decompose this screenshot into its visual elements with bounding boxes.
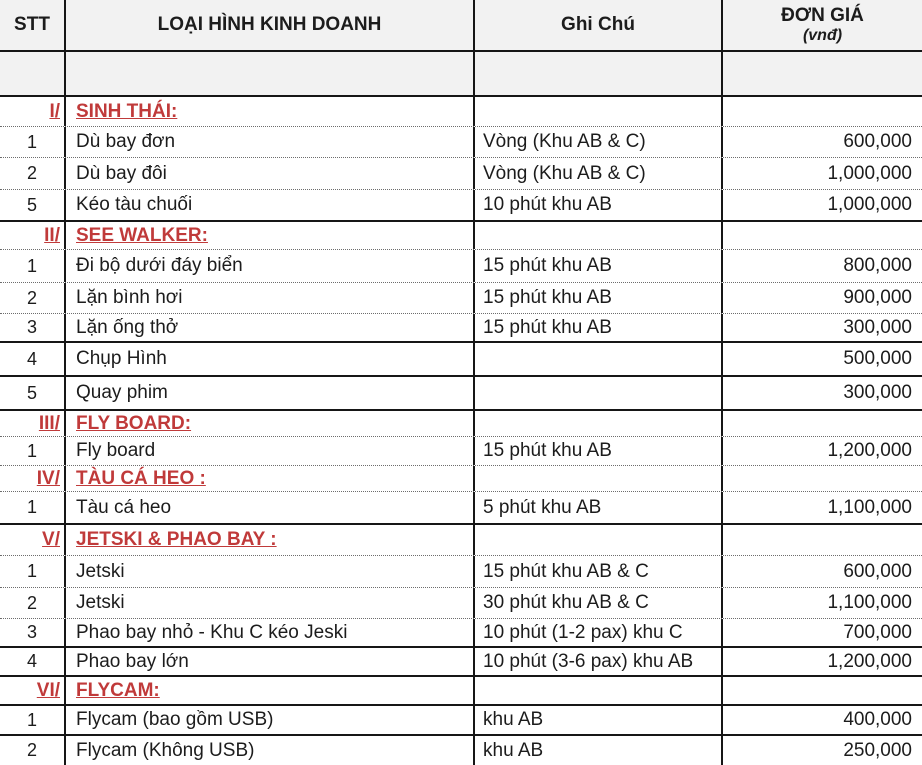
price-cell-text: 1,100,000 [827,592,912,613]
stt-cell-text: 5 [26,194,37,215]
note-cell-text: khu AB [483,709,544,730]
price-cell-text: 500,000 [843,348,912,369]
stt-cell [0,492,66,523]
name-cell-text: Lặn ống thở [76,316,179,338]
note-cell [475,525,723,555]
price-cell-text: 400,000 [843,709,912,730]
price-cell-text: 600,000 [843,560,912,582]
table-row [0,377,922,411]
section-title-text: JETSKI & PHAO BAY : [76,529,277,550]
price-cell-text: 1,000,000 [827,162,912,184]
note-cell [475,52,723,95]
price-cell-text: 1,200,000 [827,440,912,461]
table-row [0,127,922,158]
price-cell [723,158,922,189]
price-cell [723,314,922,341]
note-cell [475,127,723,157]
table-row [0,556,922,588]
section-title [66,411,475,436]
stt-cell [0,588,66,618]
section-number [0,222,66,249]
note-cell [475,222,723,249]
note-cell [475,706,723,734]
note-cell-text: 15 phút khu AB [483,255,612,276]
section-title-text: TÀU CÁ HEO : [76,467,206,489]
note-cell [475,619,723,646]
note-cell [475,648,723,675]
stt-cell [0,437,66,465]
note-cell [475,283,723,313]
price-cell [723,492,922,523]
col-header-note: Ghi Chú [475,0,723,50]
price-cell [723,466,922,491]
name-cell [66,377,475,409]
name-cell-text: Lặn bình hơi [76,287,183,308]
section-number [0,677,66,704]
stt-cell [0,283,66,313]
stt-cell-text: 1 [26,561,37,581]
stt-cell-text: 2 [26,592,37,613]
price-cell [723,648,922,675]
section-title [66,677,475,704]
section-number [0,411,66,436]
note-cell-text: Vòng (Khu AB & C) [483,162,646,184]
stt-cell-text: 2 [26,740,37,760]
section-title [66,525,475,555]
price-cell [723,437,922,465]
name-cell-text: Jetski [76,560,125,582]
stt-cell-text: 5 [26,382,37,403]
name-cell [66,250,475,282]
name-cell-text: Tàu cá heo [76,496,172,518]
price-cell-text: 600,000 [843,131,912,152]
section-title [66,466,475,491]
section-title-text: SEE WALKER: [76,224,208,246]
price-cell-text: 1,100,000 [827,496,912,518]
name-cell-text: Flycam (Không USB) [76,739,255,761]
empty-row [0,52,922,97]
name-cell-text: Dù bay đơn [76,131,176,152]
stt-cell-text: 3 [26,622,37,642]
name-cell-text: Jetski [76,592,125,613]
note-cell-text: 15 phút khu AB [483,316,612,338]
table-row [0,619,922,648]
note-cell [475,377,723,409]
table-row [0,706,922,736]
stt-cell [0,343,66,375]
price-cell-text: 300,000 [843,316,912,338]
name-cell [66,588,475,618]
section-row [0,466,922,492]
stt-cell [0,52,66,95]
price-cell [723,222,922,249]
note-cell-text: khu AB [483,739,544,761]
section-row [0,97,922,127]
note-cell [475,736,723,765]
stt-cell [0,556,66,587]
section-number [0,525,66,555]
table-row [0,736,922,765]
price-cell [723,343,922,375]
col-header-price [723,0,922,50]
price-cell-text: 1,200,000 [827,650,912,672]
name-cell [66,556,475,587]
price-cell [723,556,922,587]
name-cell-text: Đi bộ dưới đáy biển [76,255,243,276]
price-cell [723,525,922,555]
price-cell-text: 900,000 [843,287,912,308]
stt-cell [0,190,66,220]
note-cell [475,314,723,341]
stt-cell [0,377,66,409]
col-header-stt: STT [0,0,66,50]
section-number-text: IV/ [36,467,60,489]
name-cell [66,492,475,523]
table-row [0,283,922,314]
name-cell [66,619,475,646]
section-title-text: FLYCAM: [76,679,160,701]
table-row [0,158,922,190]
section-number-text: II/ [44,224,60,246]
price-cell [723,190,922,220]
table-row [0,648,922,677]
note-cell-text: 30 phút khu AB & C [483,592,649,613]
section-title-text: FLY BOARD: [76,412,192,434]
note-cell [475,466,723,491]
section-number-text: VI/ [36,679,60,701]
stt-cell-text: 1 [26,440,37,461]
price-cell [723,97,922,126]
name-cell [66,343,475,375]
table-row [0,588,922,619]
section-number-text: I/ [49,100,60,122]
stt-cell [0,314,66,341]
price-cell [723,52,922,95]
note-cell [475,411,723,436]
note-cell [475,190,723,220]
price-header-label: ĐƠN GIÁ [781,4,864,26]
stt-cell-text: 2 [26,287,37,308]
table-row [0,190,922,222]
table-body [0,52,922,765]
note-cell-text: 10 phút (1-2 pax) khu C [483,621,683,643]
section-title [66,97,475,126]
section-row [0,411,922,437]
table-header [0,0,922,52]
price-cell [723,411,922,436]
note-cell [475,556,723,587]
section-row [0,525,922,556]
stt-cell [0,736,66,765]
stt-cell [0,706,66,734]
stt-cell-text: 1 [26,255,37,276]
stt-cell-text: 3 [26,317,37,337]
name-cell [66,158,475,189]
price-cell [723,736,922,765]
stt-cell [0,619,66,646]
name-cell-text: Dù bay đôi [76,162,167,184]
note-cell [475,343,723,375]
price-cell [723,250,922,282]
note-cell-text: 10 phút (3-6 pax) khu AB [483,650,694,672]
note-cell [475,677,723,704]
note-cell-text: 5 phút khu AB [483,496,602,518]
name-cell-text: Kéo tàu chuối [76,194,193,215]
stt-cell-text: 4 [26,348,37,369]
name-cell-text: Phao bay nhỏ - Khu C kéo Jeski [76,621,348,643]
col-header-business-type: LOẠI HÌNH KINH DOANH [66,0,475,50]
price-cell [723,283,922,313]
price-cell [723,619,922,646]
name-cell [66,706,475,734]
price-header-unit: (vnđ) [802,26,843,44]
price-cell-text: 300,000 [843,382,912,403]
name-cell [66,283,475,313]
stt-cell [0,158,66,189]
name-cell-text: Quay phim [76,382,168,403]
name-cell [66,437,475,465]
price-cell-text: 700,000 [843,621,912,643]
price-cell-text: 250,000 [843,739,912,761]
table-row [0,437,922,466]
note-cell-text: 15 phút khu AB & C [483,560,649,582]
name-cell [66,190,475,220]
note-cell-text: Vòng (Khu AB & C) [483,131,646,152]
name-cell [66,127,475,157]
table-row [0,314,922,343]
table-row [0,343,922,377]
section-number [0,466,66,491]
price-cell [723,706,922,734]
section-number-text: V/ [42,529,60,550]
name-cell [66,52,475,95]
stt-cell-text: 2 [26,163,37,183]
table-row [0,492,922,525]
price-cell-text: 800,000 [843,255,912,276]
note-cell [475,158,723,189]
price-cell [723,588,922,618]
section-title-text: SINH THÁI: [76,100,178,122]
price-cell-text: 1,000,000 [827,194,912,215]
name-cell-text: Flycam (bao gồm USB) [76,709,274,730]
name-cell-text: Fly board [76,440,156,461]
stt-cell-text: 4 [26,651,37,671]
price-cell [723,377,922,409]
section-row [0,222,922,250]
stt-cell-text: 1 [26,497,37,517]
section-title [66,222,475,249]
stt-cell [0,648,66,675]
stt-cell [0,127,66,157]
section-number [0,97,66,126]
name-cell [66,314,475,341]
stt-cell [0,250,66,282]
stt-cell-text: 1 [26,131,37,152]
stt-cell-text: 1 [26,709,37,730]
table-row [0,250,922,283]
note-cell-text: 15 phút khu AB [483,287,612,308]
note-cell-text: 15 phút khu AB [483,440,612,461]
name-cell-text: Phao bay lớn [76,650,189,672]
price-cell [723,127,922,157]
name-cell [66,648,475,675]
name-cell [66,736,475,765]
note-cell [475,250,723,282]
note-cell [475,97,723,126]
note-cell [475,588,723,618]
section-number-text: III/ [38,412,60,434]
note-cell [475,437,723,465]
section-row [0,677,922,706]
price-cell [723,677,922,704]
name-cell-text: Chụp Hình [76,348,167,369]
note-cell [475,492,723,523]
note-cell-text: 10 phút khu AB [483,194,612,215]
